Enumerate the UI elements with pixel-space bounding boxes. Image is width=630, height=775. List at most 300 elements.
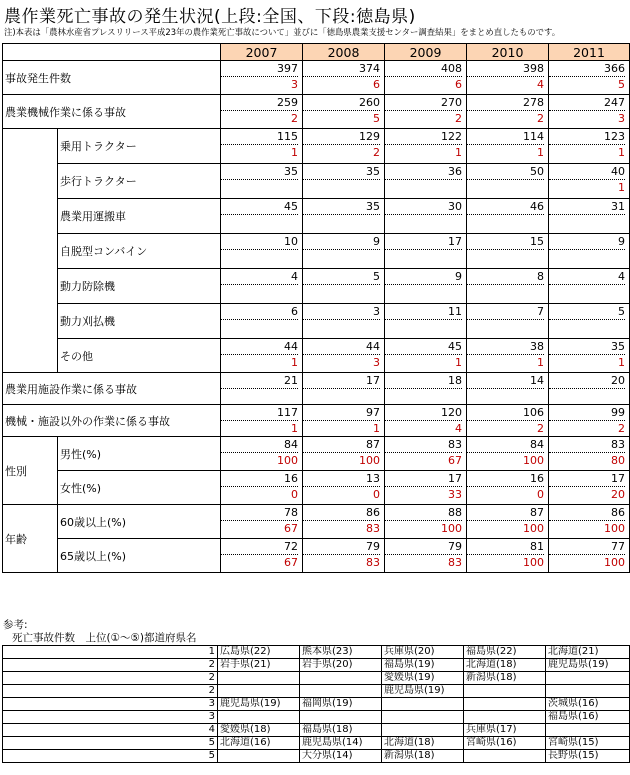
- value-cell: [303, 234, 385, 269]
- national-value: 38: [467, 339, 544, 355]
- national-value: 88: [385, 505, 462, 521]
- national-value: 366: [549, 61, 625, 77]
- tokushima-value: 0: [291, 488, 298, 501]
- prefecture-cell: 鹿児島県(19): [382, 685, 464, 698]
- tokushima-value: 33: [448, 488, 462, 501]
- prefecture-cell: [300, 711, 382, 724]
- national-value: 129: [303, 129, 380, 145]
- value-cell: [303, 405, 385, 437]
- national-value: 40: [549, 164, 625, 180]
- year-header: 2008: [303, 44, 385, 61]
- national-value: 123: [549, 129, 625, 145]
- prefecture-cell: 北海道(18): [382, 737, 464, 750]
- tokushima-value: [467, 320, 544, 335]
- table-row: [3, 471, 630, 505]
- group-label: 年齢: [3, 505, 58, 573]
- tokushima-value: 2: [373, 146, 380, 159]
- value-cell: [549, 339, 630, 373]
- national-value: 11: [385, 304, 462, 320]
- reference-row: [3, 724, 630, 737]
- tokushima-value: 3: [373, 356, 380, 369]
- tokushima-value: 100: [604, 556, 625, 569]
- national-value: 87: [467, 505, 544, 521]
- row-label: 男性(%): [58, 437, 221, 471]
- value-cell: [467, 61, 549, 95]
- national-value: 122: [385, 129, 462, 145]
- prefecture-cell: 鹿児島県(14): [300, 737, 382, 750]
- prefecture-cell: 福岡県(19): [300, 698, 382, 711]
- value-cell: [467, 539, 549, 573]
- national-value: 408: [385, 61, 462, 77]
- prefecture-cell: 新潟県(18): [382, 750, 464, 763]
- tokushima-value: 67: [284, 556, 298, 569]
- prefecture-cell: [300, 685, 382, 698]
- prefecture-cell: 愛媛県(18): [218, 724, 300, 737]
- value-cell: [467, 405, 549, 437]
- row-label: 60歳以上(%): [58, 505, 221, 539]
- table-row: [3, 405, 630, 437]
- national-value: 21: [221, 373, 298, 389]
- prefecture-cell: 茨城県(16): [546, 698, 630, 711]
- year-header: 2011: [549, 44, 630, 61]
- national-value: 397: [221, 61, 298, 77]
- tokushima-value: [221, 250, 298, 265]
- national-value: 30: [385, 199, 462, 215]
- national-value: 270: [385, 95, 462, 111]
- tokushima-value: [385, 250, 462, 265]
- value-cell: [549, 405, 630, 437]
- value-cell: [385, 95, 467, 129]
- tokushima-value: [549, 250, 625, 265]
- tokushima-value: [385, 180, 462, 195]
- national-value: 374: [303, 61, 380, 77]
- table-row: [3, 339, 630, 373]
- table-row: [3, 164, 630, 199]
- row-label: その他: [58, 339, 221, 373]
- table-row: [3, 539, 630, 573]
- table-row: [3, 95, 630, 129]
- tokushima-value: [303, 250, 380, 265]
- national-value: 35: [221, 164, 298, 180]
- tokushima-value: 100: [359, 454, 380, 467]
- value-cell: [467, 199, 549, 234]
- table-row: [3, 61, 630, 95]
- tokushima-value: 2: [537, 112, 544, 125]
- reference-heading: 参考:: [3, 619, 28, 631]
- prefecture-cell: 鹿児島県(19): [218, 698, 300, 711]
- value-cell: [385, 539, 467, 573]
- table-row: [3, 437, 630, 471]
- national-value: 35: [303, 164, 380, 180]
- value-cell: [221, 199, 303, 234]
- value-cell: [549, 437, 630, 471]
- rank-cell: 3: [3, 698, 218, 711]
- national-value: 84: [467, 437, 544, 453]
- national-value: 17: [549, 471, 625, 487]
- value-cell: [549, 373, 630, 405]
- tokushima-value: [549, 320, 625, 335]
- value-cell: [221, 405, 303, 437]
- value-cell: [467, 164, 549, 199]
- value-cell: [221, 61, 303, 95]
- tokushima-value: [385, 320, 462, 335]
- value-cell: [385, 339, 467, 373]
- national-value: 50: [467, 164, 544, 180]
- national-value: 114: [467, 129, 544, 145]
- value-cell: [549, 505, 630, 539]
- row-label: 65歳以上(%): [58, 539, 221, 573]
- value-cell: [549, 471, 630, 505]
- value-cell: [221, 471, 303, 505]
- tokushima-value: [467, 250, 544, 265]
- rank-cell: 4: [3, 724, 218, 737]
- value-cell: [303, 199, 385, 234]
- national-value: 77: [549, 539, 625, 555]
- tokushima-value: [221, 389, 298, 404]
- national-value: 106: [467, 405, 544, 421]
- national-value: 44: [221, 339, 298, 355]
- national-value: 87: [303, 437, 380, 453]
- tokushima-value: 83: [448, 556, 462, 569]
- value-cell: [467, 269, 549, 304]
- prefecture-cell: 岩手県(21): [218, 659, 300, 672]
- value-cell: [385, 234, 467, 269]
- year-header: 2007: [221, 44, 303, 61]
- tokushima-value: 1: [455, 146, 462, 159]
- table-row: [3, 234, 630, 269]
- value-cell: [303, 471, 385, 505]
- value-cell: [549, 129, 630, 164]
- tokushima-value: [303, 180, 380, 195]
- national-value: 117: [221, 405, 298, 421]
- value-cell: [549, 61, 630, 95]
- tokushima-value: 4: [455, 422, 462, 435]
- value-cell: [221, 129, 303, 164]
- national-value: 5: [303, 269, 380, 285]
- national-value: 18: [385, 373, 462, 389]
- reference-row: [3, 685, 630, 698]
- tokushima-value: [549, 389, 625, 404]
- tokushima-value: [467, 285, 544, 300]
- tokushima-value: [221, 285, 298, 300]
- tokushima-value: 2: [455, 112, 462, 125]
- prefecture-cell: [382, 711, 464, 724]
- rank-cell: 5: [3, 737, 218, 750]
- national-value: 3: [303, 304, 380, 320]
- national-value: 35: [549, 339, 625, 355]
- tokushima-value: 0: [373, 488, 380, 501]
- value-cell: [303, 61, 385, 95]
- value-cell: [467, 437, 549, 471]
- value-cell: [467, 339, 549, 373]
- value-cell: [549, 164, 630, 199]
- tokushima-value: [549, 215, 625, 230]
- tokushima-value: 100: [604, 522, 625, 535]
- reference-row: [3, 672, 630, 685]
- tokushima-value: 3: [618, 112, 625, 125]
- tokushima-value: 4: [537, 78, 544, 91]
- prefecture-cell: [464, 698, 546, 711]
- national-value: 278: [467, 95, 544, 111]
- tokushima-value: 20: [611, 488, 625, 501]
- rank-cell: 3: [3, 711, 218, 724]
- tokushima-value: 1: [537, 146, 544, 159]
- national-value: 83: [549, 437, 625, 453]
- value-cell: [467, 505, 549, 539]
- value-cell: [467, 471, 549, 505]
- national-value: 17: [385, 234, 462, 250]
- value-cell: [303, 339, 385, 373]
- prefecture-cell: [464, 750, 546, 763]
- tokushima-value: 5: [618, 78, 625, 91]
- tokushima-value: 1: [618, 146, 625, 159]
- value-cell: [221, 234, 303, 269]
- value-cell: [221, 164, 303, 199]
- tokushima-value: 67: [284, 522, 298, 535]
- rank-cell: 2: [3, 685, 218, 698]
- accident-table: [2, 43, 630, 573]
- table-row: [3, 505, 630, 539]
- tokushima-value: 2: [618, 422, 625, 435]
- row-label: 農業用運搬車: [58, 199, 221, 234]
- page-title: 農作業死亡事故の発生状況(上段:全国、下段:徳島県): [4, 7, 416, 27]
- prefecture-cell: 北海道(21): [546, 646, 630, 659]
- value-cell: [385, 505, 467, 539]
- tokushima-value: [303, 320, 380, 335]
- tokushima-value: [467, 389, 544, 404]
- tokushima-value: 100: [441, 522, 462, 535]
- value-cell: [221, 95, 303, 129]
- tokushima-value: 100: [523, 556, 544, 569]
- value-cell: [303, 437, 385, 471]
- tokushima-value: 6: [373, 78, 380, 91]
- prefecture-cell: 兵庫県(20): [382, 646, 464, 659]
- national-value: 20: [549, 373, 625, 389]
- value-cell: [385, 304, 467, 339]
- prefecture-cell: [218, 711, 300, 724]
- prefecture-cell: [546, 685, 630, 698]
- prefecture-cell: 福島県(22): [464, 646, 546, 659]
- value-cell: [303, 505, 385, 539]
- tokushima-value: 2: [291, 112, 298, 125]
- national-value: 45: [221, 199, 298, 215]
- tokushima-value: 2: [537, 422, 544, 435]
- tokushima-value: 80: [611, 454, 625, 467]
- tokushima-value: 100: [277, 454, 298, 467]
- prefecture-cell: 長野県(15): [546, 750, 630, 763]
- national-value: 5: [549, 304, 625, 320]
- national-value: 16: [221, 471, 298, 487]
- value-cell: [385, 199, 467, 234]
- table-row: [3, 304, 630, 339]
- reference-table: [2, 645, 630, 763]
- value-cell: [221, 339, 303, 373]
- prefecture-cell: [464, 711, 546, 724]
- national-value: 45: [385, 339, 462, 355]
- tokushima-value: 100: [523, 454, 544, 467]
- prefecture-cell: 福島県(18): [300, 724, 382, 737]
- value-cell: [303, 539, 385, 573]
- year-header: 2010: [467, 44, 549, 61]
- prefecture-cell: 岩手県(20): [300, 659, 382, 672]
- row-label: 機械・施設以外の作業に係る事故: [3, 405, 221, 437]
- year-header-row: [3, 44, 630, 61]
- value-cell: [549, 304, 630, 339]
- national-value: 17: [385, 471, 462, 487]
- prefecture-cell: [218, 750, 300, 763]
- reference-row: [3, 646, 630, 659]
- header-corner: [3, 44, 221, 61]
- value-cell: [385, 61, 467, 95]
- row-label: 歩行トラクター: [58, 164, 221, 199]
- prefecture-cell: [218, 685, 300, 698]
- national-value: 260: [303, 95, 380, 111]
- value-cell: [303, 129, 385, 164]
- tokushima-value: [303, 215, 380, 230]
- national-value: 398: [467, 61, 544, 77]
- value-cell: [221, 304, 303, 339]
- value-cell: [303, 269, 385, 304]
- group-label: [3, 129, 58, 373]
- year-header: 2009: [385, 44, 467, 61]
- row-label: 動力刈払機: [58, 304, 221, 339]
- national-value: 78: [221, 505, 298, 521]
- tokushima-value: 1: [291, 422, 298, 435]
- national-value: 14: [467, 373, 544, 389]
- tokushima-value: [303, 285, 380, 300]
- rank-cell: 1: [3, 646, 218, 659]
- value-cell: [467, 129, 549, 164]
- prefecture-cell: 福島県(19): [382, 659, 464, 672]
- value-cell: [221, 437, 303, 471]
- tokushima-value: 83: [366, 522, 380, 535]
- value-cell: [467, 234, 549, 269]
- value-cell: [549, 95, 630, 129]
- national-value: 81: [467, 539, 544, 555]
- tokushima-value: 1: [291, 356, 298, 369]
- prefecture-cell: [300, 672, 382, 685]
- national-value: 31: [549, 199, 625, 215]
- national-value: 84: [221, 437, 298, 453]
- row-label: 農業機械作業に係る事故: [3, 95, 221, 129]
- national-value: 17: [303, 373, 380, 389]
- national-value: 99: [549, 405, 625, 421]
- value-cell: [549, 234, 630, 269]
- row-label: 農業用施設作業に係る事故: [3, 373, 221, 405]
- value-cell: [549, 199, 630, 234]
- tokushima-value: 67: [448, 454, 462, 467]
- prefecture-cell: 広島県(22): [218, 646, 300, 659]
- prefecture-cell: 北海道(16): [218, 737, 300, 750]
- value-cell: [303, 164, 385, 199]
- tokushima-value: 100: [523, 522, 544, 535]
- value-cell: [549, 539, 630, 573]
- national-value: 4: [221, 269, 298, 285]
- reference-row: [3, 750, 630, 763]
- national-value: 72: [221, 539, 298, 555]
- national-value: 115: [221, 129, 298, 145]
- value-cell: [549, 269, 630, 304]
- table-row: [3, 373, 630, 405]
- table-row: [3, 199, 630, 234]
- reference-row: [3, 711, 630, 724]
- tokushima-value: 1: [537, 356, 544, 369]
- table-row: [3, 129, 630, 164]
- value-cell: [467, 373, 549, 405]
- national-value: 46: [467, 199, 544, 215]
- source-note: 注)本表は「農林水産省プレスリリース平成23年の農作業死亡事故について」並びに「徳島県農業支援センター調査結果」をまとめ直したものです。: [4, 27, 561, 37]
- value-cell: [467, 95, 549, 129]
- table-row: [3, 269, 630, 304]
- tokushima-value: 1: [618, 356, 625, 369]
- value-cell: [385, 373, 467, 405]
- value-cell: [221, 269, 303, 304]
- tokushima-value: [385, 215, 462, 230]
- prefecture-cell: 新潟県(18): [464, 672, 546, 685]
- prefecture-cell: 北海道(18): [464, 659, 546, 672]
- prefecture-cell: [382, 724, 464, 737]
- value-cell: [303, 304, 385, 339]
- prefecture-cell: 大分県(14): [300, 750, 382, 763]
- value-cell: [385, 471, 467, 505]
- prefecture-cell: 宮崎県(15): [546, 737, 630, 750]
- national-value: 79: [385, 539, 462, 555]
- value-cell: [385, 129, 467, 164]
- row-label: 動力防除機: [58, 269, 221, 304]
- tokushima-value: [303, 389, 380, 404]
- national-value: 86: [303, 505, 380, 521]
- national-value: 7: [467, 304, 544, 320]
- tokushima-value: 3: [291, 78, 298, 91]
- group-label: 性別: [3, 437, 58, 505]
- tokushima-value: [221, 215, 298, 230]
- reference-row: [3, 737, 630, 750]
- value-cell: [385, 437, 467, 471]
- tokushima-value: [221, 320, 298, 335]
- tokushima-value: 6: [455, 78, 462, 91]
- tokushima-value: 5: [373, 112, 380, 125]
- prefecture-cell: [382, 698, 464, 711]
- value-cell: [303, 95, 385, 129]
- tokushima-value: 1: [291, 146, 298, 159]
- reference-subheading: 死亡事故件数 上位(①～⑤)都道府県名: [12, 632, 197, 644]
- rank-cell: 2: [3, 672, 218, 685]
- prefecture-cell: 愛媛県(19): [382, 672, 464, 685]
- national-value: 86: [549, 505, 625, 521]
- tokushima-value: [467, 180, 544, 195]
- national-value: 9: [385, 269, 462, 285]
- prefecture-cell: [464, 685, 546, 698]
- row-label: 事故発生件数: [3, 61, 221, 95]
- national-value: 259: [221, 95, 298, 111]
- national-value: 9: [549, 234, 625, 250]
- tokushima-value: [221, 180, 298, 195]
- national-value: 6: [221, 304, 298, 320]
- national-value: 247: [549, 95, 625, 111]
- prefecture-cell: 熊本県(23): [300, 646, 382, 659]
- tokushima-value: [549, 285, 625, 300]
- national-value: 120: [385, 405, 462, 421]
- reference-row: [3, 698, 630, 711]
- national-value: 15: [467, 234, 544, 250]
- value-cell: [385, 164, 467, 199]
- prefecture-cell: [218, 672, 300, 685]
- prefecture-cell: [546, 672, 630, 685]
- row-label: 女性(%): [58, 471, 221, 505]
- prefecture-cell: 鹿児島県(19): [546, 659, 630, 672]
- tokushima-value: 0: [537, 488, 544, 501]
- value-cell: [221, 373, 303, 405]
